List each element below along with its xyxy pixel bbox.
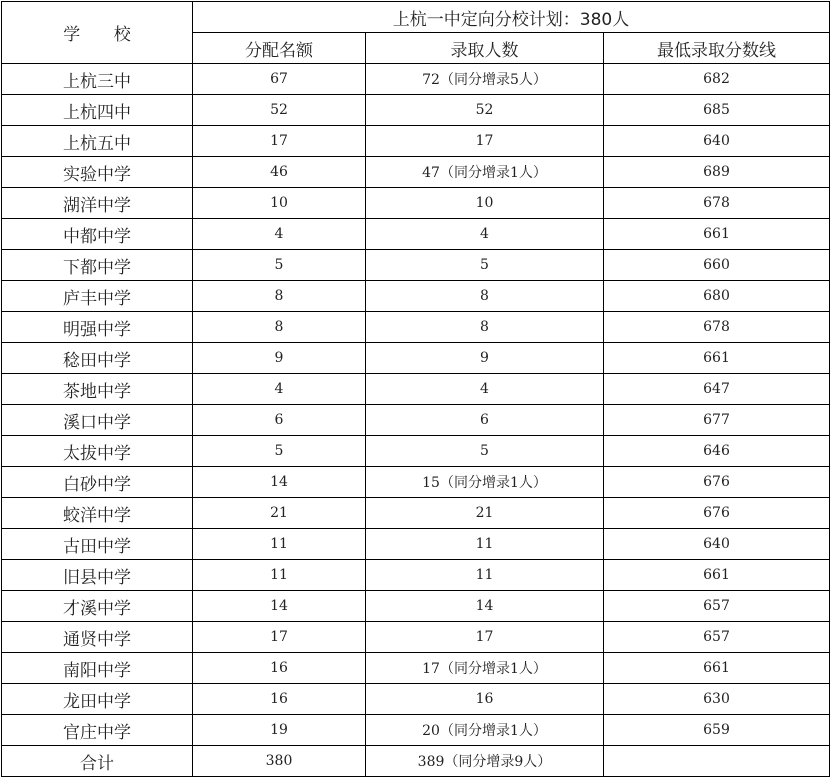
table-row [2,157,830,188]
table-header [2,2,830,64]
cell-allocated: 10 [193,188,366,219]
total-min-score [604,746,830,777]
cell-admitted: 16 [366,684,604,715]
cell-allocated: 67 [193,64,366,95]
table-row [2,343,830,374]
table-row [2,529,830,560]
cell-admitted: 5 [366,436,604,467]
cell-min-score: 661 [604,560,830,591]
table-row [2,188,830,219]
cell-school: 稔田中学 [2,343,193,374]
cell-min-score: 640 [604,529,830,560]
cell-min-score: 678 [604,188,830,219]
table-row [2,684,830,715]
cell-allocated: 14 [193,467,366,498]
cell-min-score: 685 [604,95,830,126]
cell-allocated: 9 [193,343,366,374]
cell-admitted: 72（同分增录5人） [366,64,604,95]
table-row [2,560,830,591]
table-row [2,498,830,529]
table-row [2,64,830,95]
cell-school: 旧县中学 [2,560,193,591]
cell-allocated: 8 [193,281,366,312]
cell-school: 古田中学 [2,529,193,560]
table-row [2,95,830,126]
cell-admitted: 9 [366,343,604,374]
cell-allocated: 4 [193,219,366,250]
cell-admitted: 15（同分增录1人） [366,467,604,498]
cell-admitted: 6 [366,405,604,436]
cell-school: 官庄中学 [2,715,193,746]
header-min-score: 最低录取分数线 [604,33,830,64]
cell-school: 龙田中学 [2,684,193,715]
cell-admitted: 8 [366,312,604,343]
cell-allocated: 17 [193,622,366,653]
cell-school: 才溪中学 [2,591,193,622]
cell-min-score: 657 [604,591,830,622]
table-footer [2,746,830,777]
cell-school: 明强中学 [2,312,193,343]
cell-admitted: 10 [366,188,604,219]
table-row [2,219,830,250]
cell-allocated: 21 [193,498,366,529]
cell-school: 实验中学 [2,157,193,188]
cell-admitted: 14 [366,591,604,622]
cell-admitted: 17 [366,622,604,653]
cell-school: 中都中学 [2,219,193,250]
cell-allocated: 4 [193,374,366,405]
cell-school: 上杭四中 [2,95,193,126]
table-row [2,281,830,312]
cell-admitted: 17（同分增录1人） [366,653,604,684]
cell-min-score: 682 [604,64,830,95]
cell-min-score: 647 [604,374,830,405]
table-row [2,250,830,281]
cell-admitted: 4 [366,219,604,250]
table-body [2,64,830,746]
cell-school: 下都中学 [2,250,193,281]
total-row [2,746,830,777]
cell-school: 茶地中学 [2,374,193,405]
cell-min-score: 640 [604,126,830,157]
cell-allocated: 17 [193,126,366,157]
header-plan-title: 上杭一中定向分校计划：380人 [193,2,830,33]
cell-school: 溪口中学 [2,405,193,436]
cell-allocated: 8 [193,312,366,343]
cell-school: 白砂中学 [2,467,193,498]
cell-school: 通贤中学 [2,622,193,653]
cell-admitted: 4 [366,374,604,405]
total-allocated: 380 [193,746,366,777]
cell-school: 庐丰中学 [2,281,193,312]
total-admitted: 389（同分增录9人） [366,746,604,777]
total-label: 合计 [2,746,193,777]
table-row [2,374,830,405]
cell-min-score: 678 [604,312,830,343]
cell-min-score: 630 [604,684,830,715]
table-row [2,653,830,684]
cell-allocated: 6 [193,405,366,436]
cell-allocated: 16 [193,684,366,715]
table-row [2,715,830,746]
cell-allocated: 14 [193,591,366,622]
cell-min-score: 660 [604,250,830,281]
table-row [2,622,830,653]
cell-min-score: 659 [604,715,830,746]
cell-admitted: 5 [366,250,604,281]
cell-allocated: 5 [193,250,366,281]
cell-min-score: 646 [604,436,830,467]
cell-min-score: 689 [604,157,830,188]
cell-min-score: 677 [604,405,830,436]
cell-admitted: 11 [366,560,604,591]
header-school: 学 校 [2,2,193,64]
cell-admitted: 8 [366,281,604,312]
cell-allocated: 19 [193,715,366,746]
cell-school: 上杭五中 [2,126,193,157]
cell-min-score: 676 [604,498,830,529]
cell-admitted: 20（同分增录1人） [366,715,604,746]
cell-admitted: 11 [366,529,604,560]
cell-min-score: 680 [604,281,830,312]
table-row [2,405,830,436]
admission-table [1,1,830,777]
cell-min-score: 657 [604,622,830,653]
cell-allocated: 11 [193,560,366,591]
cell-allocated: 52 [193,95,366,126]
cell-allocated: 16 [193,653,366,684]
cell-min-score: 661 [604,653,830,684]
cell-allocated: 5 [193,436,366,467]
cell-admitted: 52 [366,95,604,126]
cell-school: 上杭三中 [2,64,193,95]
table-row [2,312,830,343]
cell-min-score: 661 [604,343,830,374]
cell-school: 湖洋中学 [2,188,193,219]
cell-min-score: 676 [604,467,830,498]
cell-school: 蛟洋中学 [2,498,193,529]
table-row [2,436,830,467]
cell-admitted: 47（同分增录1人） [366,157,604,188]
cell-admitted: 21 [366,498,604,529]
table-row [2,467,830,498]
cell-admitted: 17 [366,126,604,157]
cell-allocated: 11 [193,529,366,560]
cell-min-score: 661 [604,219,830,250]
cell-school: 南阳中学 [2,653,193,684]
cell-allocated: 46 [193,157,366,188]
header-allocated: 分配名额 [193,33,366,64]
cell-school: 太拔中学 [2,436,193,467]
table-row [2,591,830,622]
table-row [2,126,830,157]
header-admitted: 录取人数 [366,33,604,64]
